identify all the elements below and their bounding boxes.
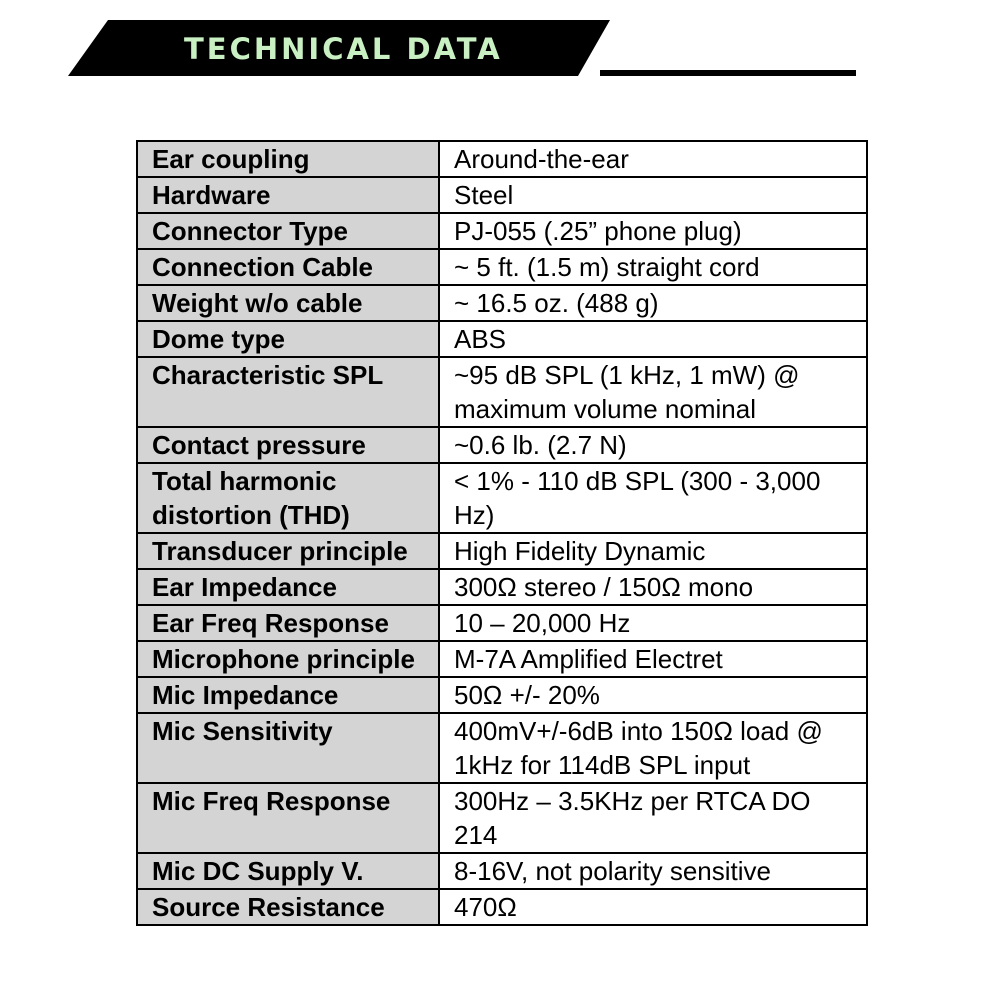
table-row (137, 285, 867, 321)
spec-label: Hardware (137, 177, 439, 213)
table-row (137, 177, 867, 213)
table-row (137, 463, 867, 533)
spec-value: 10 – 20,000 Hz (439, 605, 867, 641)
spec-label: Source Resistance (137, 889, 439, 925)
table-row (137, 357, 867, 427)
spec-label: Characteristic SPL (137, 357, 439, 427)
spec-value: M-7A Amplified Electret (439, 641, 867, 677)
table-row (137, 249, 867, 285)
spec-value: 470Ω (439, 889, 867, 925)
spec-value: Steel (439, 177, 867, 213)
spec-label: Total harmonic distortion (THD) (137, 463, 439, 533)
table-row (137, 321, 867, 357)
spec-label: Contact pressure (137, 427, 439, 463)
spec-label: Connection Cable (137, 249, 439, 285)
section-title: TECHNICAL DATA (184, 32, 503, 66)
spec-value: Around-the-ear (439, 141, 867, 177)
table-row (137, 713, 867, 783)
spec-value: High Fidelity Dynamic (439, 533, 867, 569)
table-row (137, 641, 867, 677)
spec-value: ABS (439, 321, 867, 357)
spec-value: PJ-055 (.25” phone plug) (439, 213, 867, 249)
spec-value: 50Ω +/- 20% (439, 677, 867, 713)
table-row (137, 889, 867, 925)
spec-label: Connector Type (137, 213, 439, 249)
technical-data-table (136, 140, 868, 926)
spec-label: Mic Sensitivity (137, 713, 439, 783)
spec-value: ~ 16.5 oz. (488 g) (439, 285, 867, 321)
table-row (137, 141, 867, 177)
spec-value: 300Ω stereo / 150Ω mono (439, 569, 867, 605)
table-row (137, 605, 867, 641)
spec-label: Mic Impedance (137, 677, 439, 713)
spec-label: Microphone principle (137, 641, 439, 677)
spec-label: Transducer principle (137, 533, 439, 569)
header-underline-rule (600, 70, 856, 76)
table-row (137, 427, 867, 463)
table-row (137, 853, 867, 889)
spec-label: Dome type (137, 321, 439, 357)
spec-label: Ear coupling (137, 141, 439, 177)
spec-value: ~ 5 ft. (1.5 m) straight cord (439, 249, 867, 285)
table-row (137, 677, 867, 713)
spec-label: Ear Impedance (137, 569, 439, 605)
spec-label: Weight w/o cable (137, 285, 439, 321)
spec-label: Ear Freq Response (137, 605, 439, 641)
spec-value: 400mV+/-6dB into 150Ω load @ 1kHz for 114dB SPL input (439, 713, 867, 783)
spec-value: < 1% - 110 dB SPL (300 - 3,000 Hz) (439, 463, 867, 533)
table-row (137, 213, 867, 249)
section-header-banner (68, 20, 610, 76)
spec-label: Mic DC Supply V. (137, 853, 439, 889)
table-row (137, 533, 867, 569)
spec-value: 300Hz – 3.5KHz per RTCA DO 214 (439, 783, 867, 853)
table-row (137, 569, 867, 605)
spec-value: ~0.6 lb. (2.7 N) (439, 427, 867, 463)
table-row (137, 783, 867, 853)
spec-value: 8-16V, not polarity sensitive (439, 853, 867, 889)
spec-label: Mic Freq Response (137, 783, 439, 853)
spec-value: ~95 dB SPL (1 kHz, 1 mW) @ maximum volume nominal (439, 357, 867, 427)
